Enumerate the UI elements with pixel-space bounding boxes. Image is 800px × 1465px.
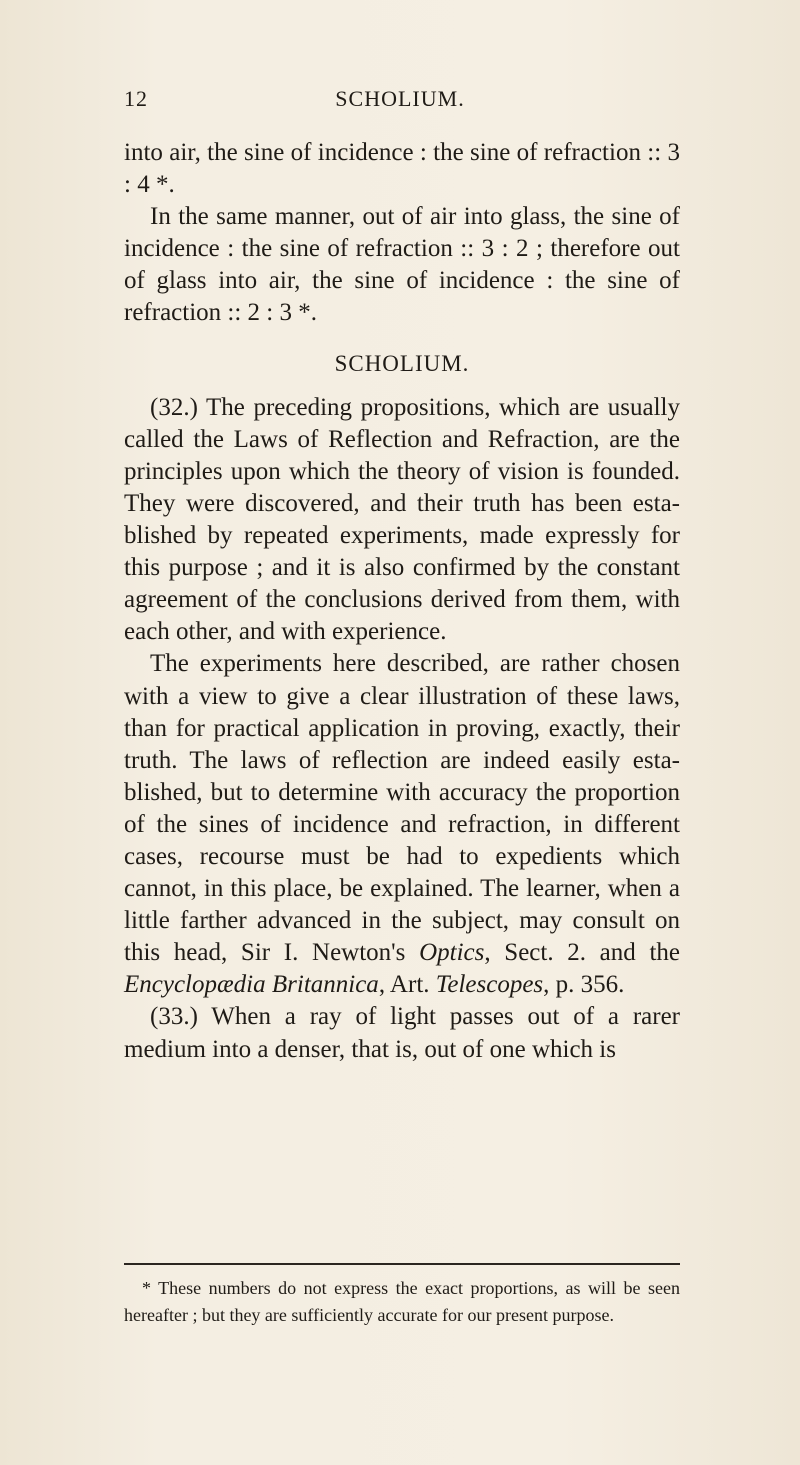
footnote-rule xyxy=(124,1263,680,1265)
paragraph-33: (33.) When a ray of light passes out of a rarer medium into a denser, that is, out of one which is xyxy=(124,1003,680,1063)
paragraph-experiments-text-b: , Sect. 2. and the xyxy=(484,939,680,967)
body-text xyxy=(124,137,680,1066)
paragraph-32: (32.) The preceding propositions, which are usually called the Laws of Reflection and Refraction, are the principles upon which the theory of vision is founded. They were discovered, and their truth has been established by repeated experiments, made expressly for this purpose ; and it is also confirmed by the constant agreement of the conclusions derived from them, with each other, and with experience. xyxy=(124,393,680,646)
encyclopaedia-title: Encyclopædia Britannica xyxy=(124,971,379,999)
page-number: 12 xyxy=(124,86,148,111)
telescopes-title: Telescopes xyxy=(435,971,544,999)
footnote: * These numbers do not express the exact proportions, as will be seen hereafter ; but they are sufficiently accurate for our present purpose. xyxy=(124,1278,680,1325)
paragraph-experiments-text-a: The experiments here described, are rather chosen with a view to give a clear illustration of these laws, than for practical application in proving, exactly, their truth. The laws of reflection are indeed easily established, but to determine with accuracy the proportion of the sines of incidence and refraction, in different cases, recourse must be had to expedients which cannot, in this place, be explained. The learner, when a little farther advanced in the subject, may consult on this head, Sir I. Newton's xyxy=(124,650,680,967)
running-title: SCHOLIUM. xyxy=(335,86,465,111)
paragraph-experiments-text-d: , p. 356. xyxy=(543,971,625,999)
paragraph-glass: In the same manner, out of air into glass, the sine of incidence : the sine of refraction :: 3 : 2 ; therefore out of glass into air, the sine of incidence : the sine of refraction :: 2 : 3 *. xyxy=(124,203,680,327)
paragraph-experiments-text-c: , Art. xyxy=(378,971,436,999)
page-header xyxy=(120,86,680,122)
paragraph-experiments xyxy=(124,648,680,1001)
paragraph-continuation: into air, the sine of incidence : the sine of refraction :: 3 : 4 *. xyxy=(124,139,680,199)
section-heading: SCHOLIUM. xyxy=(334,350,470,376)
optics-title: Optics xyxy=(419,939,485,967)
